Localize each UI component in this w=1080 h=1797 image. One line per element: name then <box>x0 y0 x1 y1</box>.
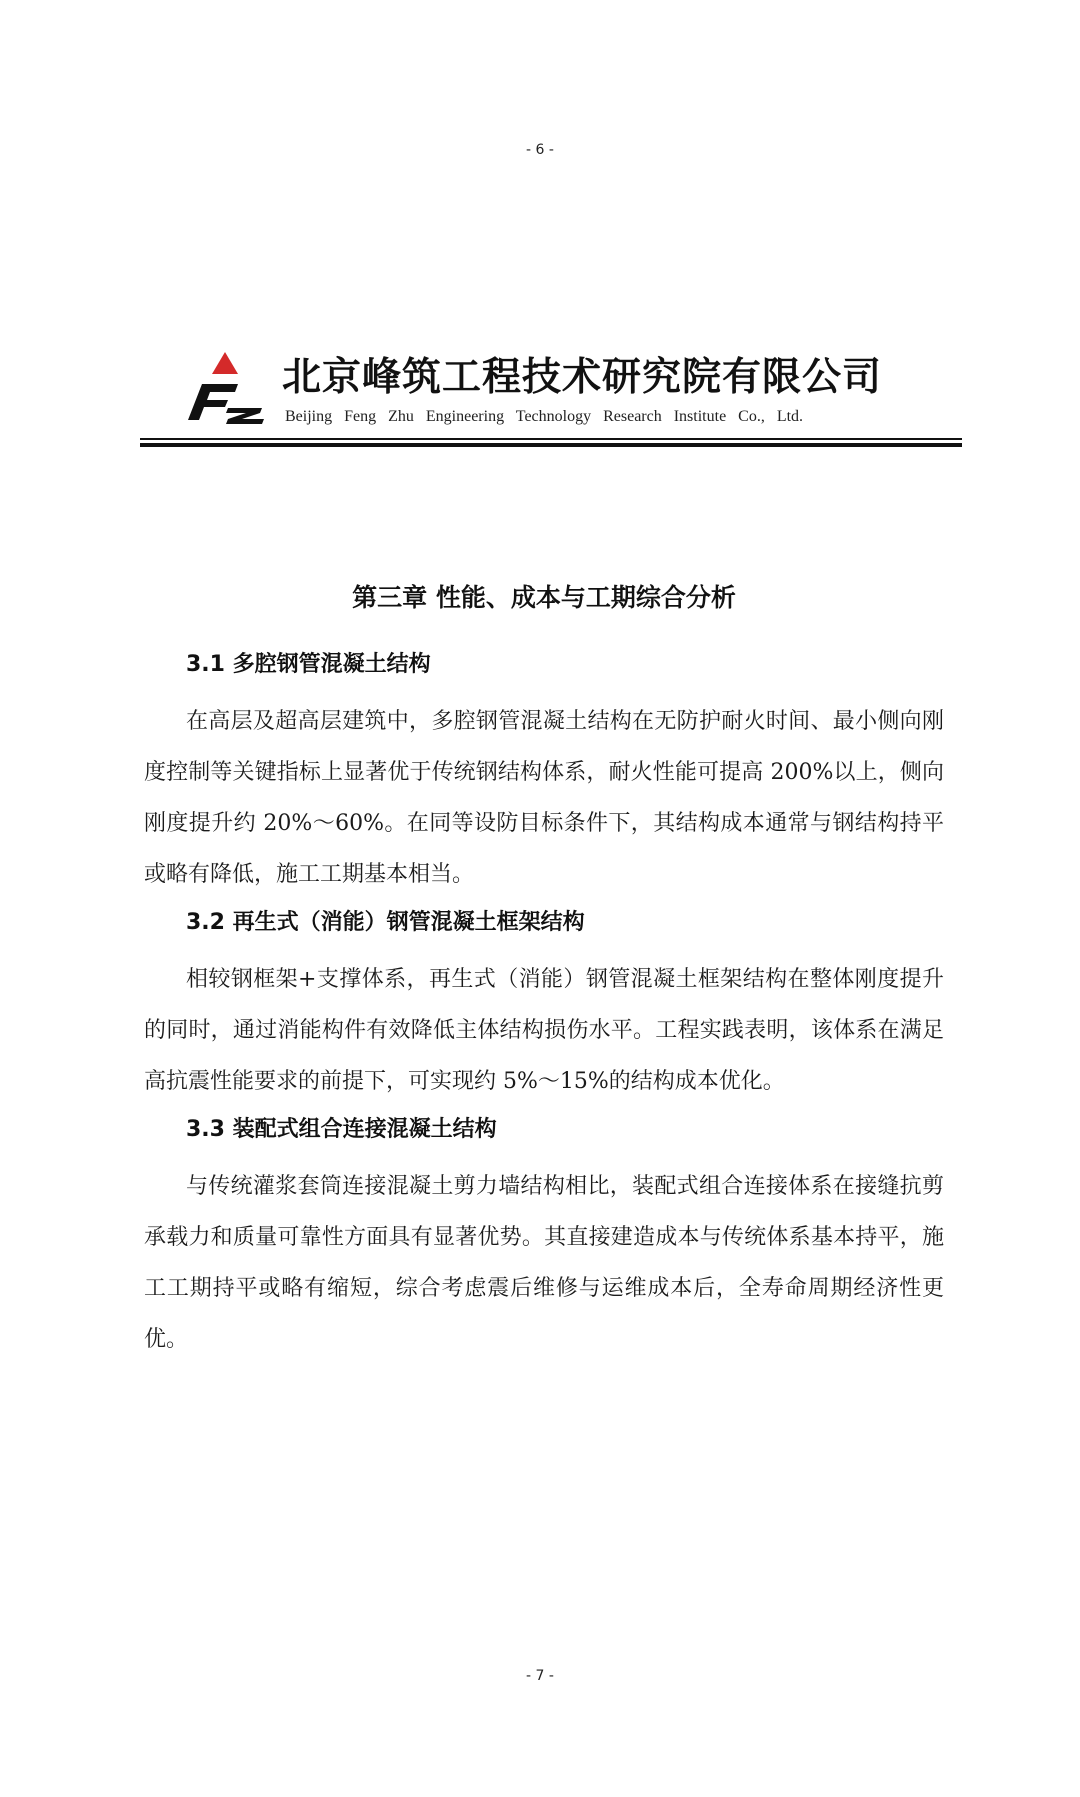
logo-letter-z <box>226 408 264 424</box>
letterhead-rule-thin <box>140 438 962 440</box>
letterhead-rule-thick <box>140 443 962 447</box>
section-paragraph: 相较钢框架+支撑体系，再生式（消能）钢管混凝土框架结构在整体刚度提升的同时，通过消能构件有效降低主体结构损伤水平。工程实践表明，该体系在满足高抗震性能要求的前提下，可实现约 5%～15%的结构成本优化。 <box>144 967 944 1094</box>
document-body <box>144 578 944 1370</box>
letterhead <box>140 350 962 450</box>
section-paragraph: 在高层及超高层建筑中，多腔钢管混凝土结构在无防护耐火时间、最小侧向刚度控制等关键指标上显著优于传统钢结构体系，耐火性能可提高 200%以上，侧向刚度提升约 20%～60%。在同等设防目标条件下，其结构成本通常与钢结构持平或略有降低，施工工期基本相当。 <box>144 709 944 887</box>
page-number-top: - 6 - <box>526 142 554 158</box>
section-heading: 3.2 再生式（消能）钢管混凝土框架结构 <box>186 910 585 935</box>
section <box>144 1112 944 1365</box>
logo-red-triangle <box>212 352 238 374</box>
section-heading: 3.1 多腔钢管混凝土结构 <box>186 652 431 677</box>
page-number-bottom: - 7 - <box>526 1668 554 1684</box>
company-name-english: Beijing Feng Zhu Engineering Technology Research Institute Co., Ltd. <box>285 408 804 425</box>
section <box>144 905 944 1107</box>
section-paragraph: 与传统灌浆套筒连接混凝土剪力墙结构相比，装配式组合连接体系在接缝抗剪承载力和质量可靠性方面具有显著优势。其直接建造成本与传统体系基本持平，施工工期持平或略有缩短，综合考虑震后维修与运维成本后，全寿命周期经济性更优。 <box>144 1174 944 1352</box>
company-logo <box>184 350 266 424</box>
logo-letter-f <box>188 384 238 420</box>
company-name-chinese: 北京峰筑工程技术研究院有限公司 <box>282 355 883 400</box>
section-heading: 3.3 装配式组合连接混凝土结构 <box>186 1117 497 1142</box>
chapter-title: 第三章 性能、成本与工期综合分析 <box>352 583 736 612</box>
section <box>144 647 944 900</box>
